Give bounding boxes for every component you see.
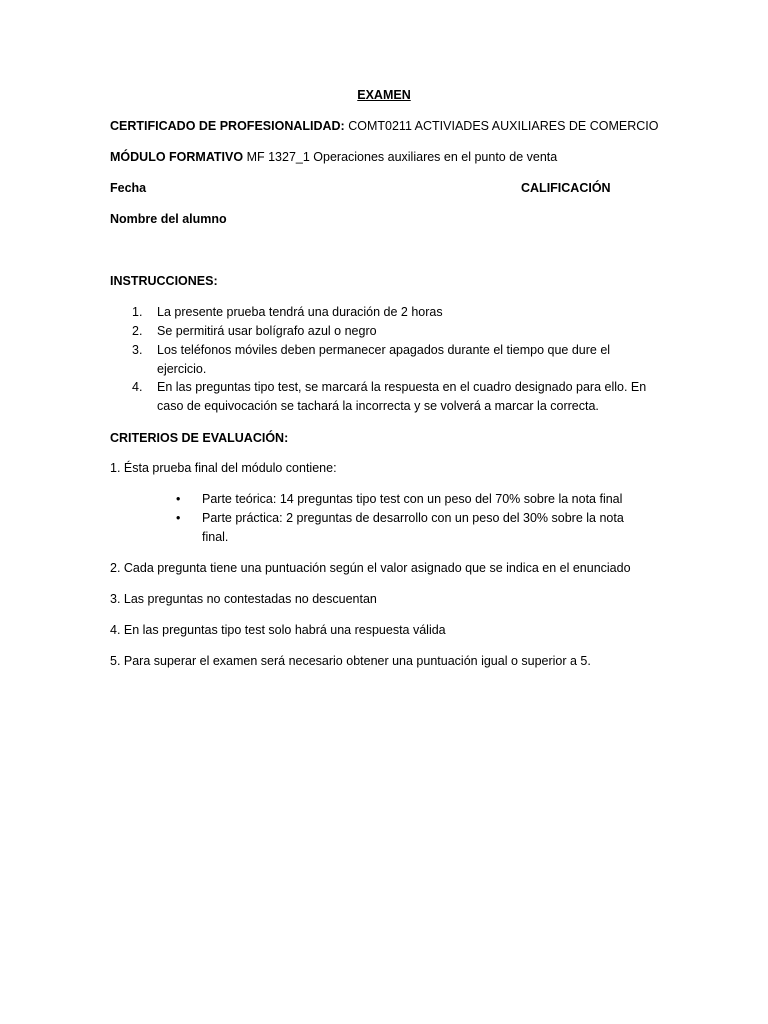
certificado-label: CERTIFICADO DE PROFESIONALIDAD: xyxy=(110,119,345,133)
list-number: 3. xyxy=(132,343,143,357)
nombre-alumno-label: Nombre del alumno xyxy=(110,212,227,226)
list-text: La presente prueba tendrá una duración de 2 horas xyxy=(157,305,443,319)
modulo-value: MF 1327_1 Operaciones auxiliares en el punto de venta xyxy=(246,150,558,164)
list-text: Se permitirá usar bolígrafo azul o negro xyxy=(157,324,377,338)
calificacion-label: CALIFICACIÓN xyxy=(521,181,611,195)
list-number: 4. xyxy=(132,380,143,394)
bullet-text-line1: Parte práctica: 2 preguntas de desarrollo con un peso del 30% sobre la nota xyxy=(202,511,624,525)
page-title: EXAMEN xyxy=(357,88,411,102)
list-text-line2: ejercicio. xyxy=(157,362,207,376)
criterio-point: 4. En las preguntas tipo test solo habrá una respuesta válida xyxy=(110,623,446,637)
bullet-icon: • xyxy=(176,492,181,506)
list-text-line2: caso de equivocación se tachará la incorrecta y se volverá a marcar la correcta. xyxy=(157,399,599,413)
fecha-label: Fecha xyxy=(110,181,147,195)
modulo-line xyxy=(110,148,557,167)
certificado-line xyxy=(110,117,659,136)
list-number: 2. xyxy=(132,324,143,338)
criterios-heading: CRITERIOS DE EVALUACIÓN: xyxy=(110,431,289,445)
bullet-icon: • xyxy=(176,511,181,525)
bullet-text: Parte teórica: 14 preguntas tipo test con un peso del 70% sobre la nota final xyxy=(202,492,623,506)
criterio-point: 5. Para superar el examen será necesario obtener una puntuación igual o superior a 5. xyxy=(110,654,591,668)
criterio-point: 2. Cada pregunta tiene una puntuación según el valor asignado que se indica en el enunciado xyxy=(110,561,631,575)
criterio-point: 3. Las preguntas no contestadas no descuentan xyxy=(110,592,377,606)
list-text-line1: Los teléfonos móviles deben permanecer apagados durante el tiempo que dure el xyxy=(157,343,611,357)
certificado-value: COMT0211 ACTIVIADES AUXILIARES DE COMERCIO xyxy=(348,119,659,133)
criterios-intro: 1. Ésta prueba final del módulo contiene: xyxy=(110,461,337,475)
bullet-text-line2: final. xyxy=(202,530,229,544)
list-text-line1: En las preguntas tipo test, se marcará la respuesta en el cuadro designado para ello. En xyxy=(157,380,647,394)
list-number: 1. xyxy=(132,305,143,319)
instrucciones-heading: INSTRUCCIONES: xyxy=(110,274,218,288)
modulo-label: MÓDULO FORMATIVO xyxy=(110,150,244,164)
